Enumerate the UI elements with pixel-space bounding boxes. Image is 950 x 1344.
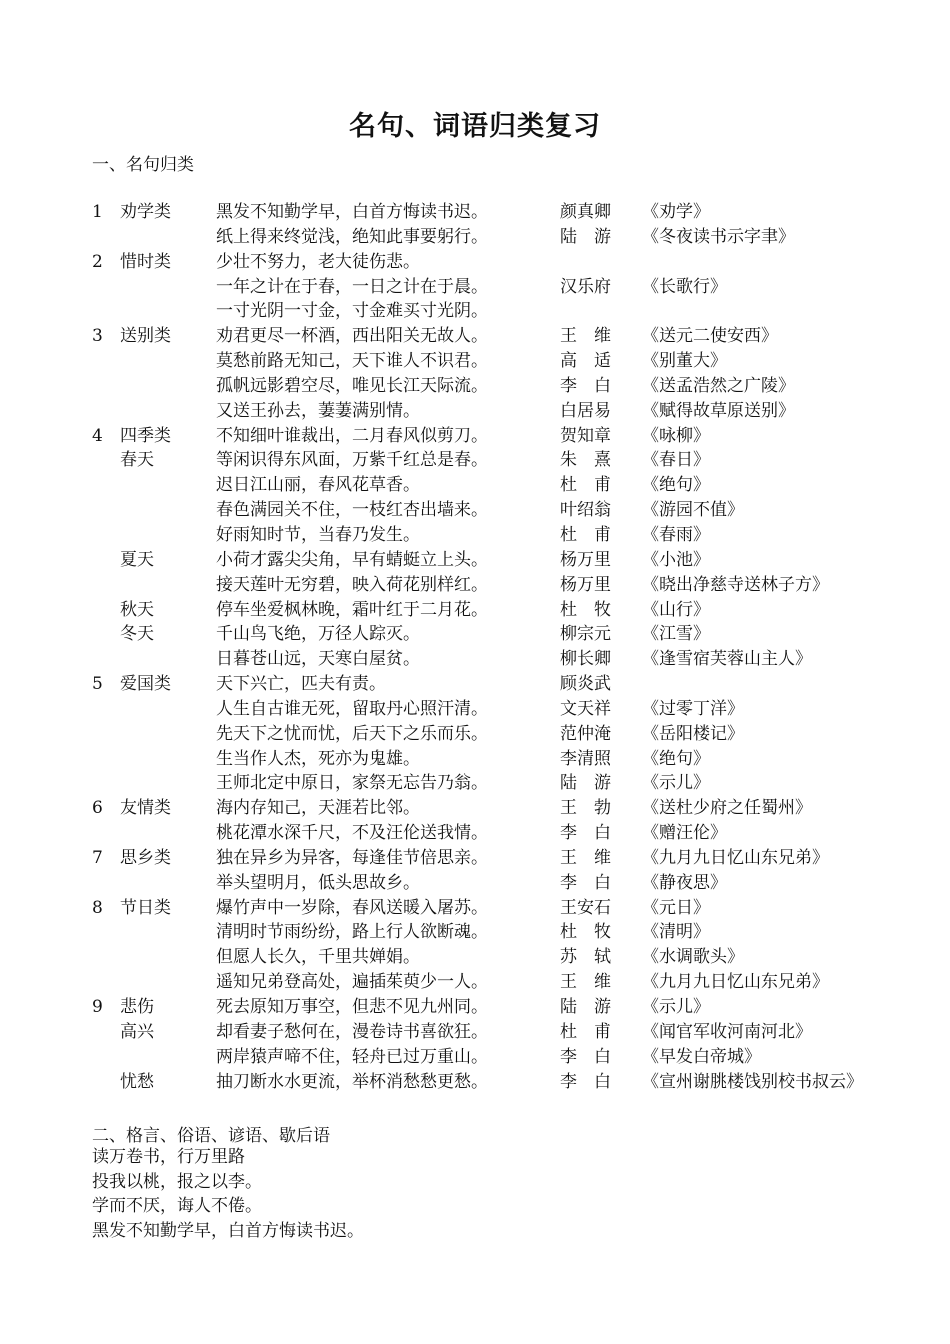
famous-line-row bbox=[0, 299, 950, 324]
author-name: 杨万里 bbox=[560, 549, 611, 570]
famous-line-text: 遥知兄弟登高处，遍插茱萸少一人。 bbox=[216, 972, 488, 993]
author-name: 顾炎武 bbox=[560, 674, 611, 695]
author-name: 杜 牧 bbox=[560, 599, 611, 620]
row-number: 1 bbox=[92, 202, 103, 222]
row-category: 惜时类 bbox=[120, 251, 171, 272]
row-category: 节日类 bbox=[120, 897, 171, 918]
work-title: 《过零丁洋》 bbox=[642, 698, 744, 719]
row-number: 7 bbox=[92, 847, 103, 868]
saying-line: 黑发不知勤学早，白首方悔读书迟。 bbox=[92, 1220, 364, 1241]
work-title: 《逢雪宿芙蓉山主人》 bbox=[642, 649, 812, 670]
page-title: 名句、词语归类复习 bbox=[349, 111, 601, 142]
famous-line-row bbox=[0, 896, 950, 921]
famous-line-row bbox=[0, 1020, 950, 1045]
work-title: 《元日》 bbox=[642, 897, 710, 918]
famous-line-text: 爆竹声中一岁除，春风送暖入屠苏。 bbox=[216, 897, 488, 918]
famous-line-text: 桃花潭水深千尺，不及汪伦送我情。 bbox=[216, 823, 488, 844]
famous-line-text: 不知细叶谁裁出，二月春风似剪刀。 bbox=[216, 425, 488, 446]
section-heading-sayings: 二、格言、俗语、谚语、歇后语 bbox=[92, 1126, 330, 1146]
famous-line-row bbox=[0, 598, 950, 623]
work-title: 《春日》 bbox=[642, 450, 710, 471]
row-category: 友情类 bbox=[120, 798, 171, 819]
famous-line-text: 一寸光阴一寸金，寸金难买寸光阴。 bbox=[216, 301, 488, 322]
famous-line-text: 等闲识得东风面，万紫千红总是春。 bbox=[216, 450, 488, 471]
row-number: 3 bbox=[92, 326, 103, 347]
famous-line-row bbox=[0, 647, 950, 672]
famous-line-row bbox=[0, 523, 950, 548]
famous-line-row bbox=[0, 747, 950, 772]
famous-line-text: 海内存知己，天涯若比邻。 bbox=[216, 798, 420, 819]
famous-line-text: 黑发不知勤学早，白首方悔读书迟。 bbox=[216, 202, 488, 222]
work-title: 《山行》 bbox=[642, 599, 710, 620]
author-name: 颜真卿 bbox=[560, 202, 611, 222]
famous-line-row bbox=[0, 871, 950, 896]
author-name: 王 维 bbox=[560, 326, 611, 347]
famous-line-text: 天下兴亡，匹夫有责。 bbox=[216, 674, 386, 695]
section-heading-famous-lines: 一、名句归类 bbox=[92, 155, 194, 175]
famous-line-text: 但愿人长久，千里共婵娟。 bbox=[216, 947, 420, 968]
author-name: 杜 甫 bbox=[560, 524, 611, 545]
row-number: 6 bbox=[92, 798, 103, 819]
famous-line-row bbox=[0, 672, 950, 697]
work-title: 《九月九日忆山东兄弟》 bbox=[642, 972, 829, 993]
author-name: 陆 游 bbox=[560, 226, 611, 247]
famous-line-row bbox=[0, 349, 950, 374]
famous-line-row bbox=[0, 1045, 950, 1070]
famous-line-row bbox=[0, 275, 950, 300]
work-title: 《九月九日忆山东兄弟》 bbox=[642, 847, 829, 868]
author-name: 汉乐府 bbox=[560, 276, 611, 297]
author-name: 朱 熹 bbox=[560, 450, 611, 471]
work-title: 《劝学》 bbox=[642, 202, 710, 222]
famous-line-row bbox=[0, 697, 950, 722]
row-category: 春天 bbox=[120, 450, 154, 471]
famous-line-row bbox=[0, 970, 950, 995]
famous-line-row bbox=[0, 722, 950, 747]
famous-line-text: 好雨知时节，当春乃发生。 bbox=[216, 524, 420, 545]
famous-line-text: 又送王孙去，萋萋满别情。 bbox=[216, 400, 420, 421]
work-title: 《水调歌头》 bbox=[642, 947, 744, 968]
famous-line-text: 两岸猿声啼不住，轻舟已过万重山。 bbox=[216, 1046, 488, 1067]
saying-line: 学而不厌，诲人不倦。 bbox=[92, 1196, 262, 1216]
famous-line-row bbox=[0, 995, 950, 1020]
famous-line-row bbox=[0, 821, 950, 846]
famous-line-text: 举头望明月，低头思故乡。 bbox=[216, 872, 420, 893]
famous-line-row bbox=[0, 771, 950, 796]
author-name: 柳长卿 bbox=[560, 649, 611, 670]
work-title: 《早发白帝城》 bbox=[642, 1046, 761, 1067]
saying-line: 读万卷书，行万里路 bbox=[92, 1147, 245, 1167]
famous-line-text: 独在异乡为异客，每逢佳节倍思亲。 bbox=[216, 847, 488, 868]
famous-line-text: 接天莲叶无穷碧，映入荷花别样红。 bbox=[216, 574, 488, 595]
work-title: 《闻官军收河南河北》 bbox=[642, 1021, 812, 1042]
famous-line-row bbox=[0, 448, 950, 473]
famous-line-row bbox=[0, 498, 950, 523]
famous-line-text: 纸上得来终觉浅，绝知此事要躬行。 bbox=[216, 226, 488, 247]
work-title: 《春雨》 bbox=[642, 524, 710, 545]
row-category: 劝学类 bbox=[120, 202, 171, 222]
famous-line-text: 抽刀断水水更流，举杯消愁愁更愁。 bbox=[216, 1071, 488, 1092]
author-name: 叶绍翁 bbox=[560, 500, 611, 521]
famous-line-row bbox=[0, 796, 950, 821]
row-number: 2 bbox=[92, 251, 103, 272]
row-number: 9 bbox=[92, 997, 103, 1017]
work-title: 《宣州谢朓楼饯别校书叔云》 bbox=[642, 1071, 863, 1092]
work-title: 《示儿》 bbox=[642, 773, 710, 794]
famous-line-row bbox=[0, 399, 950, 424]
row-category: 忧愁 bbox=[120, 1071, 154, 1092]
famous-line-row bbox=[0, 473, 950, 498]
work-title: 《晓出净慈寺送林子方》 bbox=[642, 574, 829, 595]
row-category: 爱国类 bbox=[120, 674, 171, 695]
famous-line-text: 小荷才露尖尖角，早有蜻蜓立上头。 bbox=[216, 549, 488, 570]
work-title: 《长歌行》 bbox=[642, 276, 727, 297]
work-title: 《岳阳楼记》 bbox=[642, 723, 744, 744]
row-category: 四季类 bbox=[120, 425, 171, 446]
author-name: 王 维 bbox=[560, 847, 611, 868]
work-title: 《小池》 bbox=[642, 549, 710, 570]
work-title: 《赠汪伦》 bbox=[642, 823, 727, 844]
author-name: 苏 轼 bbox=[560, 947, 611, 968]
row-category: 冬天 bbox=[120, 624, 154, 645]
row-number: 8 bbox=[92, 897, 103, 918]
famous-line-row bbox=[0, 225, 950, 250]
author-name: 李 白 bbox=[560, 823, 611, 844]
author-name: 李 白 bbox=[560, 375, 611, 396]
saying-line: 投我以桃，报之以李。 bbox=[92, 1171, 262, 1192]
author-name: 李 白 bbox=[560, 872, 611, 893]
work-title: 《冬夜读书示字聿》 bbox=[642, 226, 795, 247]
famous-line-text: 春色满园关不住，一枝红杏出墙来。 bbox=[216, 500, 488, 521]
work-title: 《别董大》 bbox=[642, 351, 727, 372]
famous-line-row bbox=[0, 920, 950, 945]
famous-line-row bbox=[0, 250, 950, 275]
work-title: 《静夜思》 bbox=[642, 872, 727, 893]
work-title: 《江雪》 bbox=[642, 624, 710, 645]
author-name: 杜 甫 bbox=[560, 475, 611, 496]
row-category: 夏天 bbox=[120, 549, 154, 570]
famous-line-text: 孤帆远影碧空尽，唯见长江天际流。 bbox=[216, 375, 488, 396]
famous-line-row bbox=[0, 324, 950, 349]
famous-line-text: 日暮苍山远，天寒白屋贫。 bbox=[216, 649, 420, 670]
famous-line-text: 一年之计在于春，一日之计在于晨。 bbox=[216, 276, 488, 297]
author-name: 贺知章 bbox=[560, 425, 611, 446]
author-name: 王 勃 bbox=[560, 798, 611, 819]
author-name: 李 白 bbox=[560, 1046, 611, 1067]
row-category: 高兴 bbox=[120, 1021, 154, 1042]
row-category: 思乡类 bbox=[120, 847, 171, 868]
author-name: 高 适 bbox=[560, 351, 611, 372]
famous-line-row bbox=[0, 548, 950, 573]
famous-lines-list bbox=[0, 200, 950, 1094]
author-name: 陆 游 bbox=[560, 773, 611, 794]
work-title: 《清明》 bbox=[642, 922, 710, 943]
famous-line-text: 清明时节雨纷纷，路上行人欲断魂。 bbox=[216, 922, 488, 943]
famous-line-text: 死去原知万事空，但悲不见九州同。 bbox=[216, 997, 488, 1017]
author-name: 白居易 bbox=[560, 400, 611, 421]
famous-line-text: 生当作人杰，死亦为鬼雄。 bbox=[216, 748, 420, 769]
author-name: 李清照 bbox=[560, 748, 611, 769]
author-name: 杜 牧 bbox=[560, 922, 611, 943]
famous-line-row bbox=[0, 622, 950, 647]
row-category: 送别类 bbox=[120, 326, 171, 347]
famous-line-text: 停车坐爱枫林晚，霜叶红于二月花。 bbox=[216, 599, 488, 620]
author-name: 范仲淹 bbox=[560, 723, 611, 744]
famous-line-row bbox=[0, 200, 950, 225]
row-number: 4 bbox=[92, 425, 103, 446]
work-title: 《送孟浩然之广陵》 bbox=[642, 375, 795, 396]
famous-line-text: 少壮不努力，老大徒伤悲。 bbox=[216, 251, 420, 272]
famous-line-row bbox=[0, 846, 950, 871]
famous-line-row bbox=[0, 945, 950, 970]
work-title: 《示儿》 bbox=[642, 997, 710, 1017]
author-name: 陆 游 bbox=[560, 997, 611, 1017]
famous-line-text: 却看妻子愁何在，漫卷诗书喜欲狂。 bbox=[216, 1021, 488, 1042]
author-name: 杜 甫 bbox=[560, 1021, 611, 1042]
famous-line-text: 千山鸟飞绝，万径人踪灭。 bbox=[216, 624, 420, 645]
famous-line-row bbox=[0, 1070, 950, 1095]
author-name: 李 白 bbox=[560, 1071, 611, 1092]
row-category: 秋天 bbox=[120, 599, 154, 620]
work-title: 《绝句》 bbox=[642, 475, 710, 496]
author-name: 柳宗元 bbox=[560, 624, 611, 645]
famous-line-row bbox=[0, 424, 950, 449]
famous-line-text: 先天下之忧而忧，后天下之乐而乐。 bbox=[216, 723, 488, 744]
famous-line-text: 人生自古谁无死，留取丹心照汗清。 bbox=[216, 698, 488, 719]
famous-line-text: 王师北定中原日，家祭无忘告乃翁。 bbox=[216, 773, 488, 794]
author-name: 王 维 bbox=[560, 972, 611, 993]
author-name: 文天祥 bbox=[560, 698, 611, 719]
famous-line-row bbox=[0, 374, 950, 399]
row-category: 悲伤 bbox=[120, 997, 154, 1017]
work-title: 《咏柳》 bbox=[642, 425, 710, 446]
row-number: 5 bbox=[92, 674, 103, 695]
author-name: 杨万里 bbox=[560, 574, 611, 595]
author-name: 王安石 bbox=[560, 897, 611, 918]
famous-line-text: 劝君更尽一杯酒，西出阳关无故人。 bbox=[216, 326, 488, 347]
work-title: 《赋得故草原送别》 bbox=[642, 400, 795, 421]
work-title: 《绝句》 bbox=[642, 748, 710, 769]
work-title: 《送元二使安西》 bbox=[642, 326, 778, 347]
work-title: 《送杜少府之任蜀州》 bbox=[642, 798, 812, 819]
work-title: 《游园不值》 bbox=[642, 500, 744, 521]
famous-line-row bbox=[0, 573, 950, 598]
famous-line-text: 莫愁前路无知己，天下谁人不识君。 bbox=[216, 351, 488, 372]
famous-line-text: 迟日江山丽，春风花草香。 bbox=[216, 475, 420, 496]
sayings-list bbox=[92, 1145, 364, 1243]
